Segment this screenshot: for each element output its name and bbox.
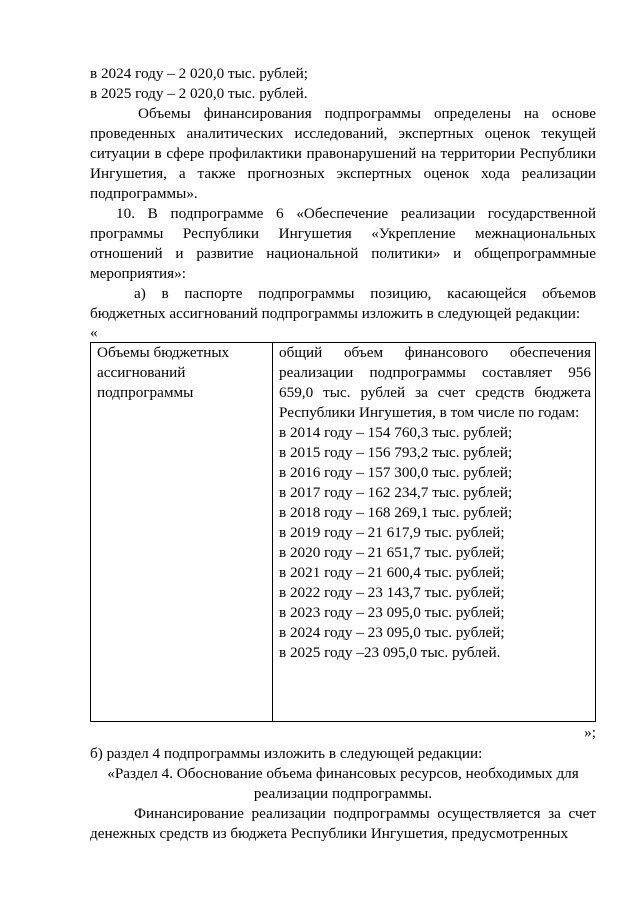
list-item: в 2025 году –23 095,0 тыс. рублей. (279, 644, 501, 661)
list-item: в 2023 году – 23 095,0 тыс. рублей; (279, 604, 505, 621)
quote-close-mark: »; (584, 724, 596, 741)
table-total-text: общий объем финансового обеспечения реализации подпрограммы составляет 956 659,0 тыс. рублей за счет средств бюджета Республики Ингушетия, в том числе по годам: (279, 344, 591, 421)
list-item: в 2022 году – 23 143,7 тыс. рублей; (279, 584, 505, 601)
list-item: в 2016 году – 157 300,0 тыс. рублей; (279, 464, 513, 481)
table-row (91, 343, 596, 722)
budget-table (90, 342, 596, 722)
year-list (279, 423, 591, 663)
paragraph-financing: Финансирование реализации подпрограммы осуществляется за счет денежных средств из бюджета Республики Ингушетия, предусмотренных (90, 805, 596, 842)
document-page (90, 64, 596, 844)
table-cell-label (91, 343, 273, 722)
intro-line-2025: в 2025 году – 2 020,0 тыс. рублей. (90, 85, 308, 102)
list-item: в 2014 году – 154 760,3 тыс. рублей; (279, 424, 513, 441)
paragraph-item-b: б) раздел 4 подпрограммы изложить в следующей редакции: (90, 745, 483, 762)
list-item: в 2019 году – 21 617,9 тыс. рублей; (279, 524, 505, 541)
intro-line-2024: в 2024 году – 2 020,0 тыс. рублей; (90, 65, 308, 82)
table-cell-values (273, 343, 596, 722)
paragraph-item-10: 10. В подпрограмме 6 «Обеспечение реализации государственной программы Республики Ингушетия «Укрепление межнациональных отношений и развитие национальной политики» и общепрограммные мероприятия»: (90, 205, 596, 282)
paragraph-item-a: а) в паспорте подпрограммы позицию, касающейся объемов бюджетных ассигнований подпрограммы изложить в следующей редакции: (90, 285, 596, 322)
list-item: в 2017 году – 162 234,7 тыс. рублей; (279, 484, 513, 501)
table-label-text: Объемы бюджетных ассигнований подпрограммы (97, 344, 230, 401)
section-title: «Раздел 4. Обоснование объема финансовых ресурсов, необходимых для реализации подпрограммы. (107, 765, 579, 802)
list-item: в 2018 году – 168 269,1 тыс. рублей; (279, 504, 513, 521)
quote-open-mark: « (90, 324, 98, 341)
list-item: в 2024 году – 23 095,0 тыс. рублей; (279, 624, 505, 641)
paragraph-financing-basis: Объемы финансирования подпрограммы определены на основе проведенных аналитических исследований, экспертных оценок текущей ситуации в сфере профилактики правонарушений на территории Республики Ингушетия, а также прогнозных экспертных оценок хода реализации подпрограммы». (90, 105, 596, 202)
list-item: в 2020 году – 21 651,7 тыс. рублей; (279, 544, 505, 561)
list-item: в 2021 году – 21 600,4 тыс. рублей; (279, 564, 505, 581)
list-item: в 2015 году – 156 793,2 тыс. рублей; (279, 444, 513, 461)
